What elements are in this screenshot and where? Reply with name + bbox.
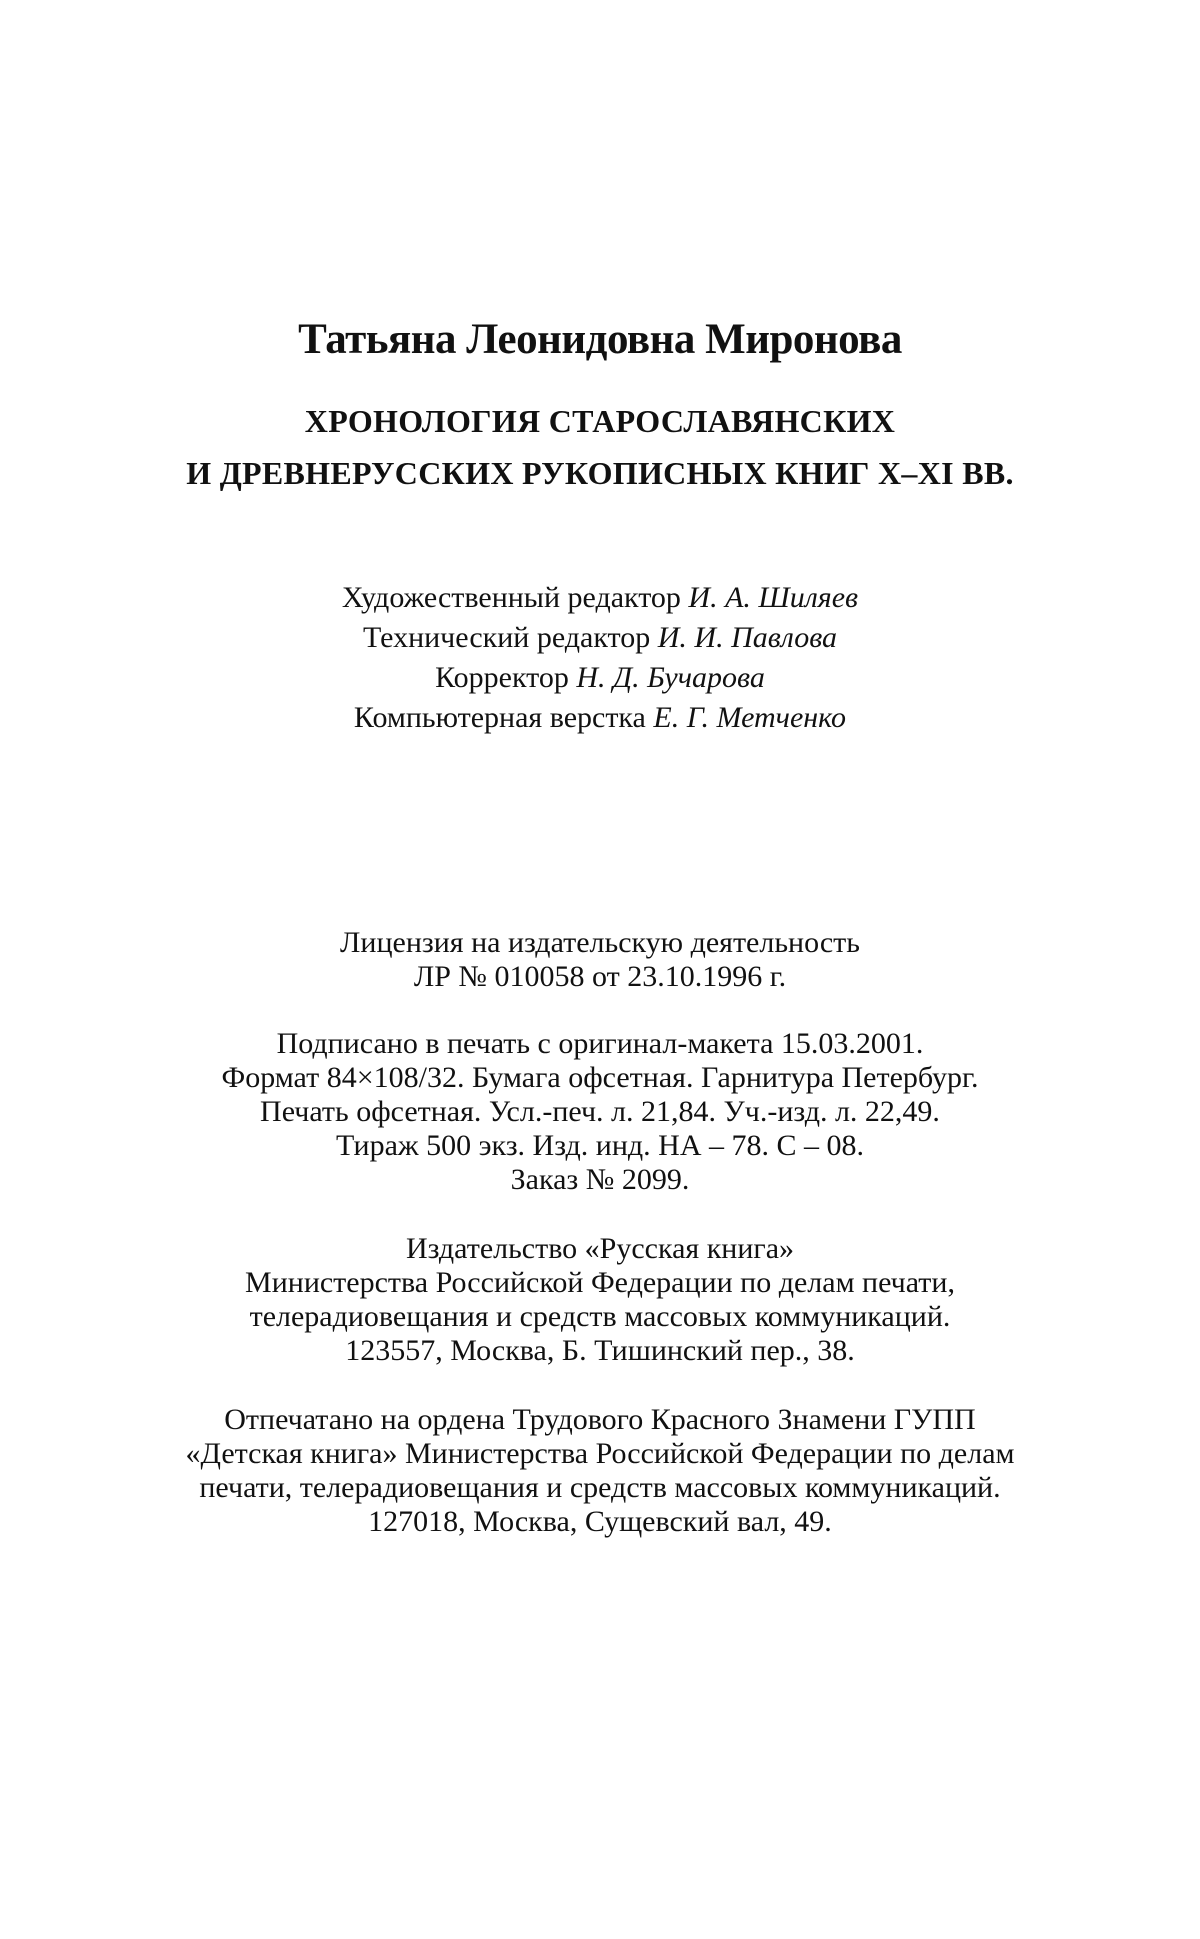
license-line: ЛР № 010058 от 23.10.1996 г. xyxy=(413,960,787,993)
print-details-block xyxy=(0,1027,1200,1197)
license-line: Лицензия на издательскую деятельность xyxy=(340,926,860,959)
print-details-line: Тираж 500 экз. Изд. инд. НА – 78. С – 08. xyxy=(335,1129,865,1162)
print-details-line: Подписано в печать с оригинал-макета 15.03.2001. xyxy=(276,1027,924,1060)
credits-list xyxy=(0,578,1200,738)
credit-name: Н. Д. Бучарова xyxy=(576,661,765,694)
credit-role: Художественный редактор xyxy=(341,581,681,614)
credit-role: Компьютерная верстка xyxy=(353,701,646,734)
printer-line: «Детская книга» Министерства Российской Федерации по делам xyxy=(185,1437,1015,1470)
publisher-line: 123557, Москва, Б. Тишинский пер., 38. xyxy=(345,1334,855,1367)
credit-line xyxy=(0,578,1200,618)
publisher-line: Издательство «Русская книга» xyxy=(405,1232,795,1265)
credit-role: Технический редактор xyxy=(362,621,651,654)
credit-name: И. И. Павлова xyxy=(657,621,838,654)
print-details-line: Печать офсетная. Усл.-печ. л. 21,84. Уч.-изд. л. 22,49. xyxy=(260,1095,940,1128)
publisher-line: телерадиовещания и средств массовых коммуникаций. xyxy=(249,1300,951,1333)
print-details-line: Заказ № 2099. xyxy=(510,1163,690,1196)
printer-line: Отпечатано на ордена Трудового Красного Знамени ГУПП xyxy=(224,1403,976,1436)
printer-line: 127018, Москва, Сущевский вал, 49. xyxy=(368,1505,832,1538)
printer-line: печати, телерадиовещания и средств массовых коммуникаций. xyxy=(199,1471,1001,1504)
credit-line xyxy=(0,698,1200,738)
book-title-line: И ДРЕВНЕРУССКИХ РУКОПИСНЫХ КНИГ X–XI ВВ. xyxy=(186,455,1014,491)
credit-name: Е. Г. Метченко xyxy=(653,701,847,734)
printer-block xyxy=(0,1403,1200,1539)
credit-name: И. А. Шиляев xyxy=(688,581,859,614)
credit-line xyxy=(0,618,1200,658)
publisher-line: Министерства Российской Федерации по делам печати, xyxy=(245,1266,955,1299)
book-title xyxy=(0,395,1200,499)
book-title-line: ХРОНОЛОГИЯ СТАРОСЛАВЯНСКИХ xyxy=(304,403,896,439)
credit-line xyxy=(0,658,1200,698)
license-block xyxy=(0,926,1200,994)
publisher-block xyxy=(0,1232,1200,1368)
author-name: Татьяна Леонидовна Миронова xyxy=(298,316,902,363)
print-details-line: Формат 84×108/32. Бумага офсетная. Гарнитура Петербург. xyxy=(221,1061,979,1094)
credit-role: Корректор xyxy=(435,661,569,694)
